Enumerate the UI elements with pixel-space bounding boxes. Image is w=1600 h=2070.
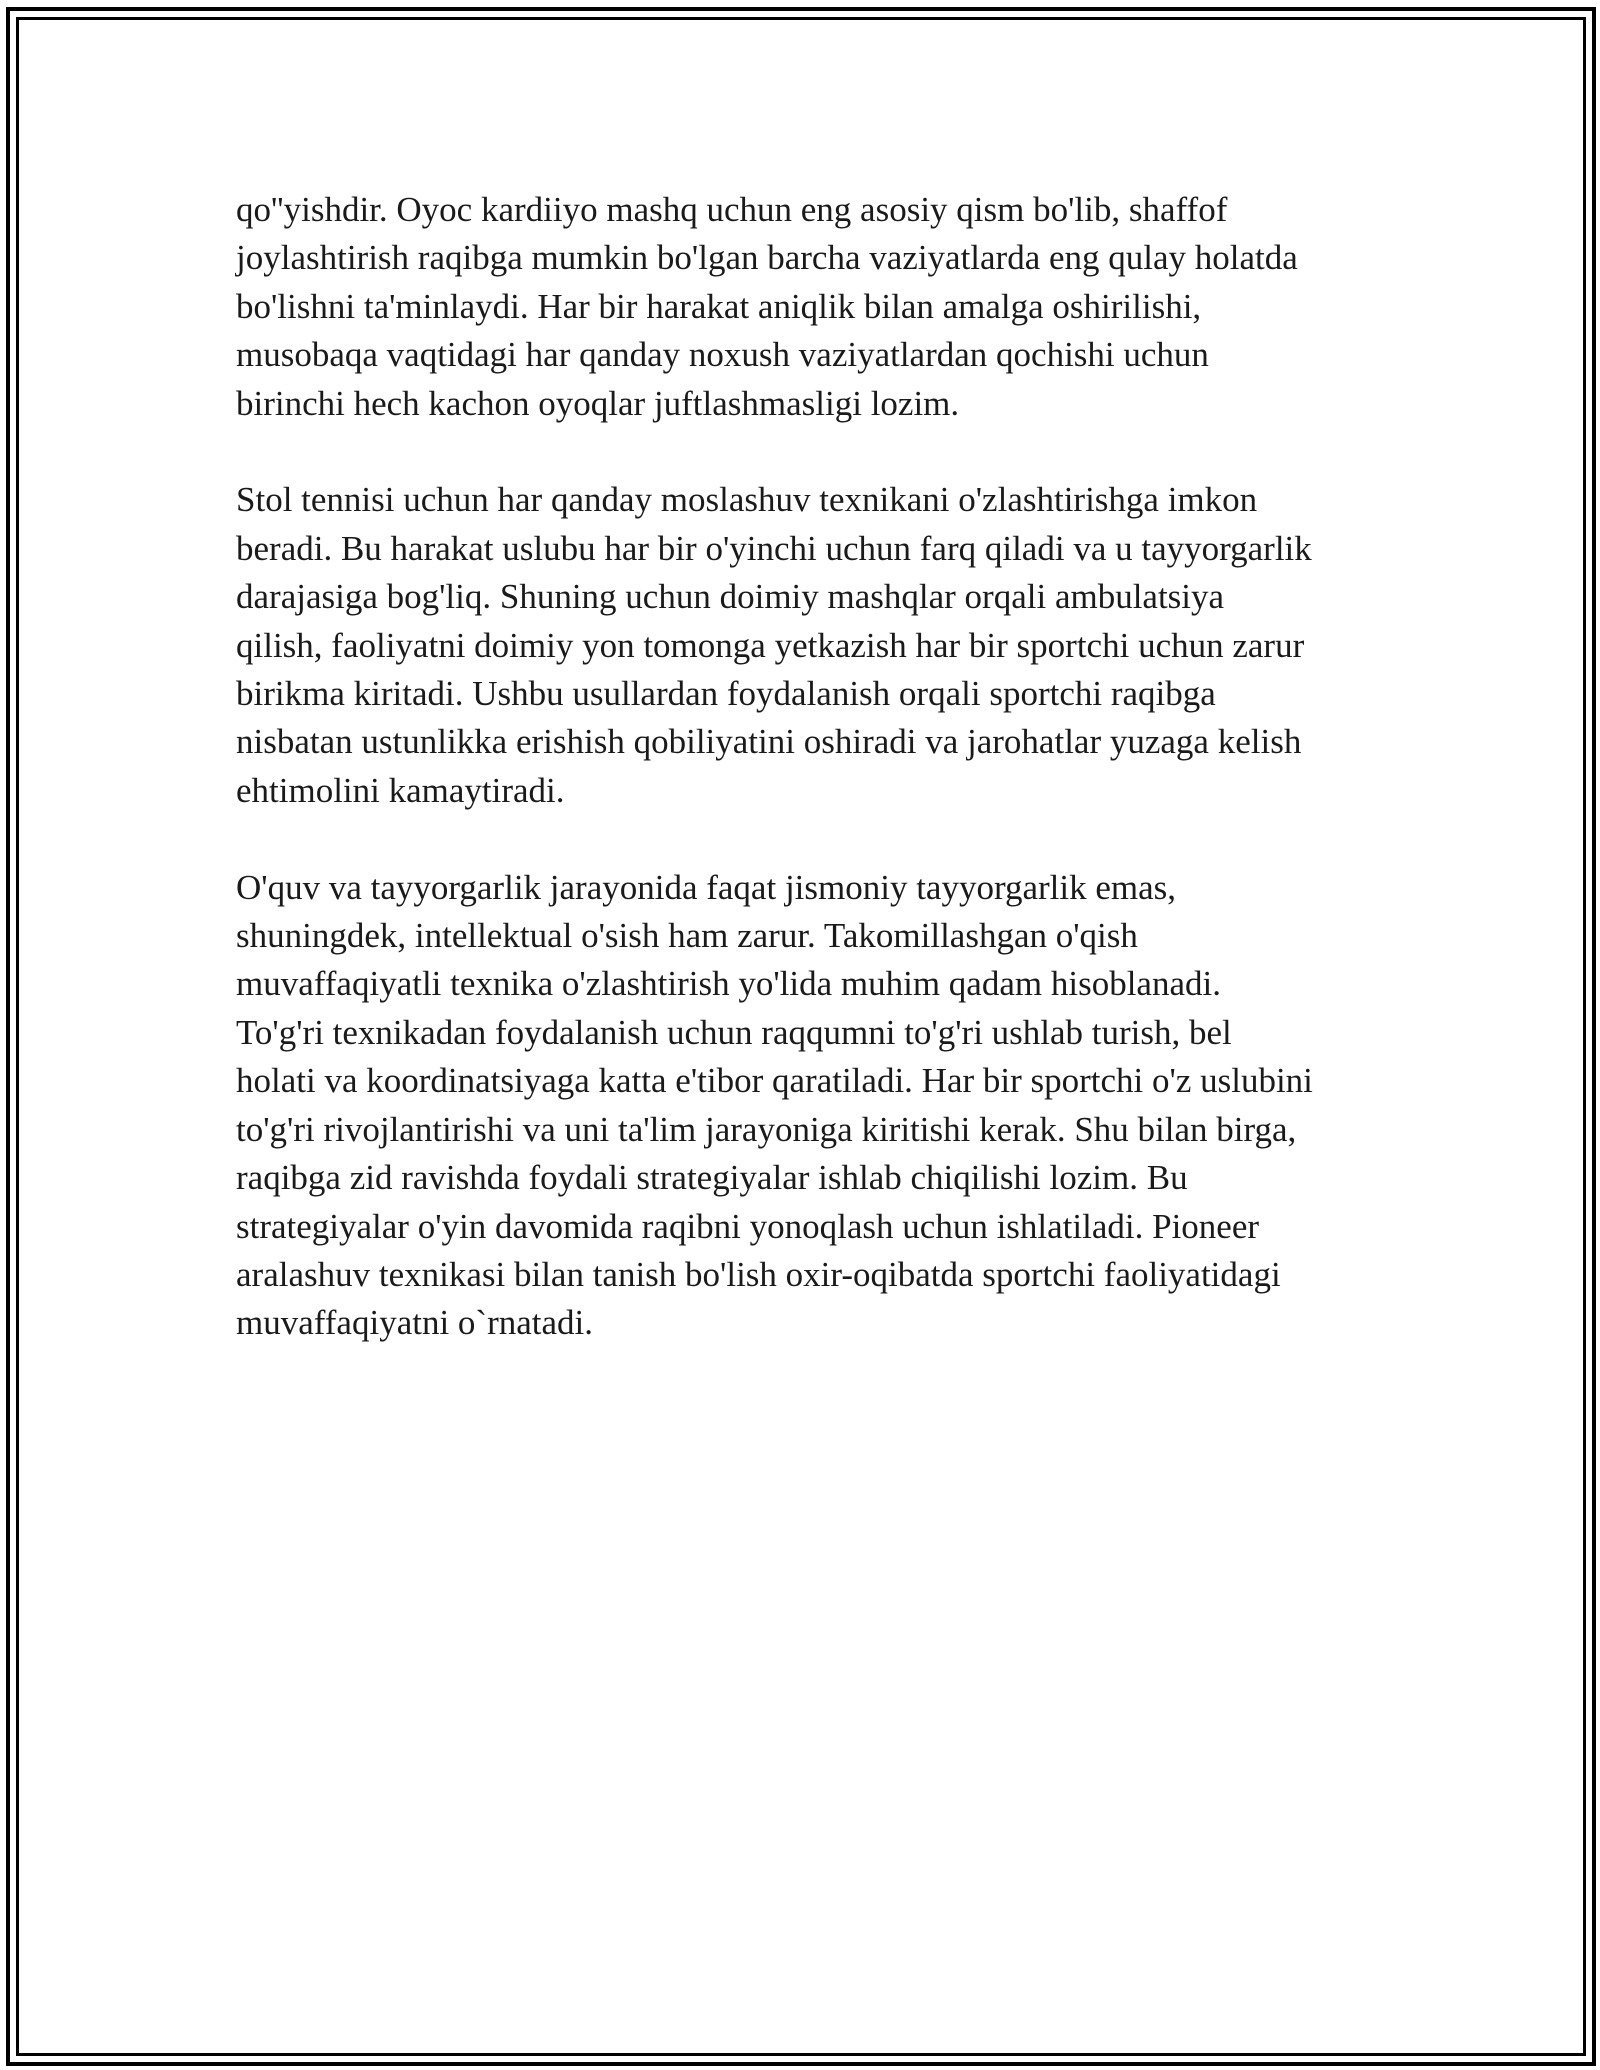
text-line: O'quv va tayyorgarlik jarayonida faqat jismoniy tayyorgarlik emas, — [236, 867, 1177, 907]
text-line: birinchi hech kachon oyoqlar juftlashmasligi lozim. — [236, 383, 960, 423]
text-line: muvaffaqiyatni o`rnatadi. — [236, 1303, 594, 1343]
text-line: shuningdek, intellektual o'sish ham zarur. Takomillashgan o'qish — [236, 916, 1138, 956]
text-line: strategiyalar o'yin davomida raqibni yonoqlash uchun ishlatiladi. Pioneer — [236, 1206, 1260, 1246]
document-body — [236, 186, 1376, 1396]
text-line: raqibga zid ravishda foydali strategiyalar ishlab chiqilishi lozim. Bu — [236, 1158, 1188, 1198]
text-line: qilish, faoliyatni doimiy yon tomonga yetkazish har bir sportchi uchun zarur — [236, 625, 1305, 665]
text-line: aralashuv texnikasi bilan tanish bo'lish oxir-oqibatda sportchi faoliyatidagi — [236, 1254, 1281, 1294]
text-line: to'g'ri rivojlantirishi va uni ta'lim jarayoniga kiritishi kerak. Shu bilan birga, — [236, 1109, 1297, 1149]
text-line: qo''yishdir. Oyoc kardiiyo mashq uchun eng asosiy qism bo'lib, shaffof — [236, 190, 1228, 229]
text-line: To'g'ri texnikadan foydalanish uchun raqqumni to'g'ri ushlab turish, bel — [236, 1012, 1232, 1052]
paragraph-2 — [236, 476, 1376, 815]
text-line: holati va koordinatsiyaga katta e'tibor qaratiladi. Har bir sportchi o'z uslubini — [236, 1061, 1313, 1101]
text-line: nisbatan ustunlikka erishish qobiliyatini oshiradi va jarohatlar yuzaga kelish — [236, 722, 1302, 762]
text-line: musobaqa vaqtidagi har qanday noxush vaziyatlardan qochishi uchun — [236, 335, 1209, 375]
text-line: birikma kiritadi. Ushbu usullardan foydalanish orqali sportchi raqibga — [236, 674, 1216, 714]
text-line: joylashtirish raqibga mumkin bo'lgan barcha vaziyatlarda eng qulay holatda — [236, 238, 1298, 278]
paragraph-1 — [236, 186, 1376, 428]
paragraph-3 — [236, 864, 1376, 1348]
text-line: bo'lishni ta'minlaydi. Har bir harakat aniqlik bilan amalga oshirilishi, — [236, 286, 1202, 326]
text-line: ehtimolini kamaytiradi. — [236, 770, 565, 810]
text-line: Stol tennisi uchun har qanday moslashuv texnikani o'zlashtirishga imkon — [236, 480, 1258, 520]
text-line: darajasiga bog'liq. Shuning uchun doimiy mashqlar orqali ambulatsiya — [236, 577, 1225, 617]
text-line: muvaffaqiyatli texnika o'zlashtirish yo'lida muhim qadam hisoblanadi. — [236, 964, 1221, 1004]
text-line: beradi. Bu harakat uslubu har bir o'yinchi uchun farq qiladi va u tayyorgarlik — [236, 528, 1312, 568]
